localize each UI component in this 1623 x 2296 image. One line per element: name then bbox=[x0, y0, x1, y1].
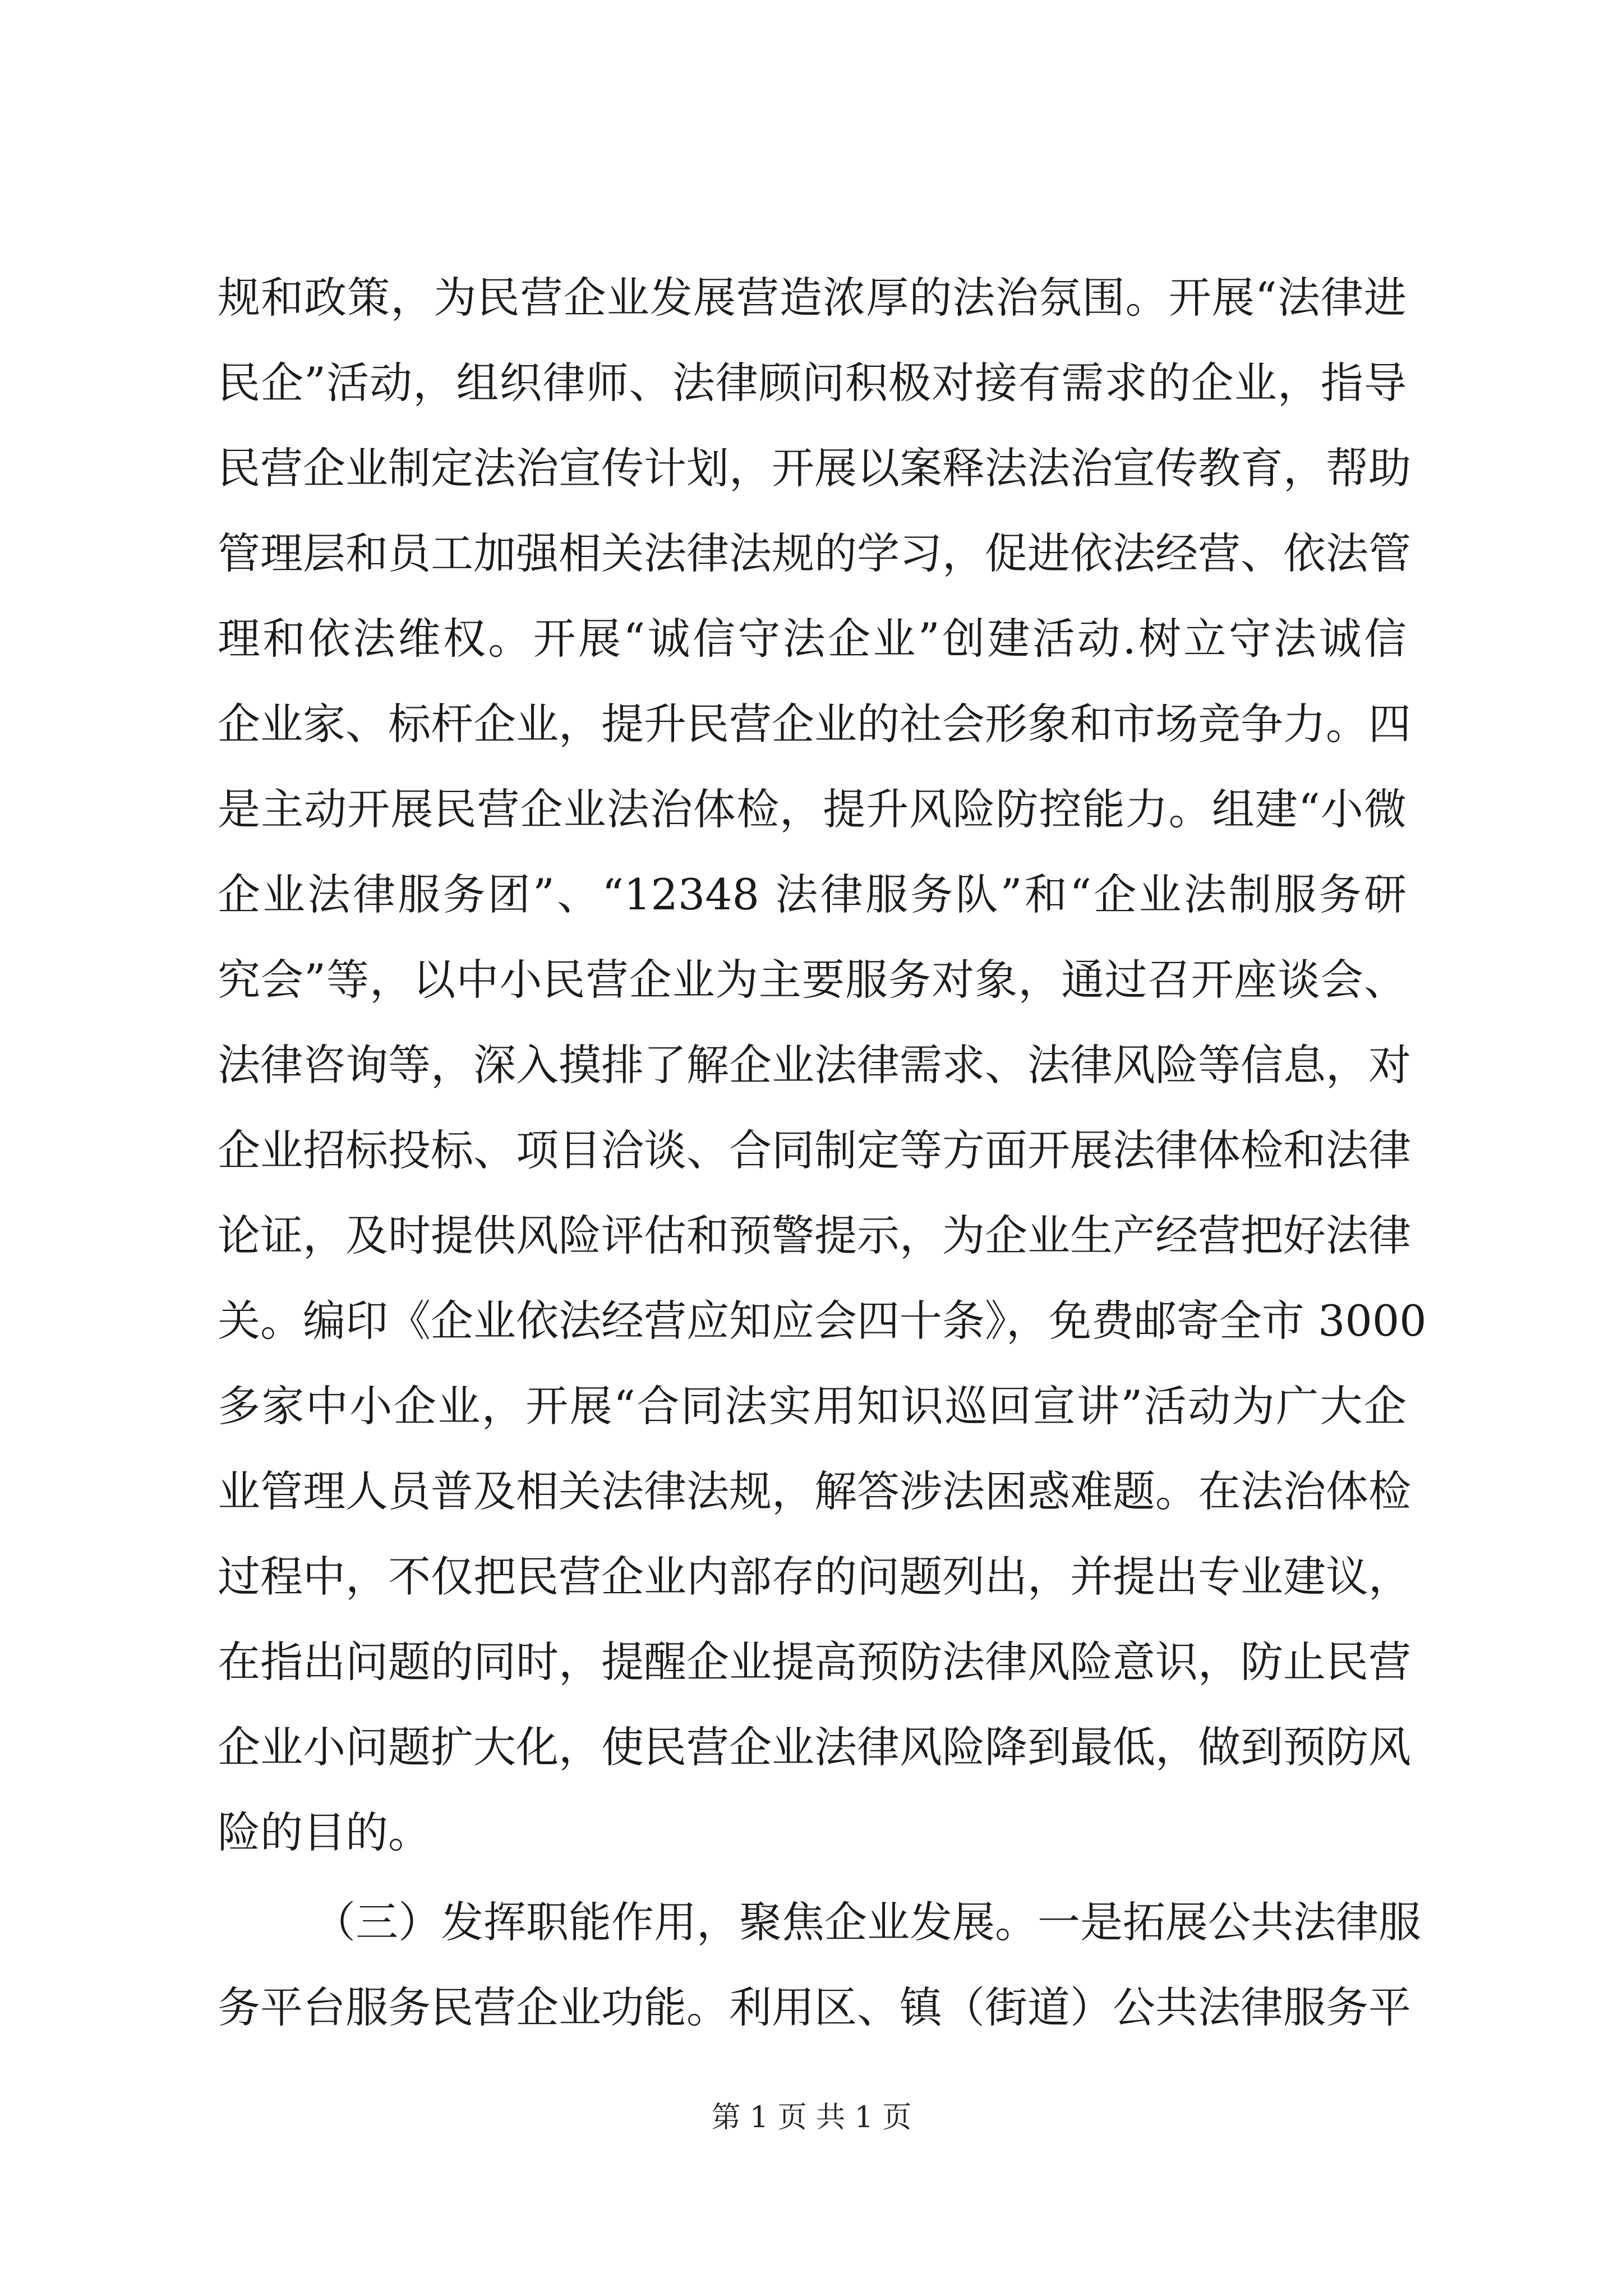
text-line: 理和依法维权。开展“诚信守法企业”创建活动.树立守法诚信 bbox=[218, 614, 1407, 664]
text-line: 企业招标投标、项目洽谈、合同制定等方面开展法律体检和法律 bbox=[218, 1125, 1411, 1175]
text-line: 险的目的。 bbox=[218, 1807, 431, 1857]
text-line: 管理层和员工加强相关法律法规的学习，促进依法经营、依法管 bbox=[218, 528, 1411, 578]
text-line: 论证，及时提供风险评估和预警提示，为企业生产经营把好法律 bbox=[218, 1211, 1411, 1260]
text-line: 规和政策，为民营企业发展营造浓厚的法治氛围。开展“法律进 bbox=[218, 273, 1407, 323]
text-line: 企业家、标杆企业，提升民营企业的社会形象和市场竞争力。四 bbox=[218, 699, 1411, 749]
text-line: 民企”活动，组织律师、法律顾问积极对接有需求的企业，指导 bbox=[218, 358, 1407, 408]
text-line: （三）发挥职能作用，聚焦企业发展。一是拓展公共法律服 bbox=[313, 1897, 1421, 1947]
text-line: 多家中小企业，开展“合同法实用知识巡回宣讲”活动为广大企 bbox=[218, 1381, 1407, 1431]
text-line: 究会”等，以中小民营企业为主要服务对象，通过召开座谈会、 bbox=[218, 955, 1407, 1005]
text-line: 法律咨询等，深入摸排了解企业法律需求、法律风险等信息，对 bbox=[218, 1040, 1411, 1090]
text-line: 民营企业制定法治宣传计划，开展以案释法法治宣传教育，帮助 bbox=[218, 443, 1411, 493]
page-number: 第 1 页 共 1 页 bbox=[711, 2101, 912, 2134]
text-line: 过程中，不仅把民营企业内部存的问题列出，并提出专业建议， bbox=[218, 1552, 1411, 1602]
text-line: 是主动开展民营企业法治体检，提升风险防控能力。组建“小微 bbox=[218, 784, 1407, 834]
text-line: 关。编印《企业依法经营应知应会四十条》，免费邮寄全市 3000 bbox=[218, 1296, 1427, 1346]
text-line: 企业法律服务团”、“12348 法律服务队”和“企业法制服务研 bbox=[218, 869, 1407, 919]
text-line: 企业小问题扩大化，使民营企业法律风险降到最低，做到预防风 bbox=[218, 1722, 1411, 1772]
paragraph-gap bbox=[218, 1875, 1407, 1880]
text-line: 在指出问题的同时，提醒企业提高预防法律风险意识，防止民营 bbox=[218, 1637, 1411, 1687]
document-body bbox=[218, 255, 1427, 2050]
text-line: 业管理人员普及相关法律法规，解答涉法困惑难题。在法治体检 bbox=[218, 1466, 1411, 1516]
text-line: 务平台服务民营企业功能。利用区、镇（街道）公共法律服务平 bbox=[218, 1982, 1411, 2032]
page-footer bbox=[0, 2098, 1623, 2137]
